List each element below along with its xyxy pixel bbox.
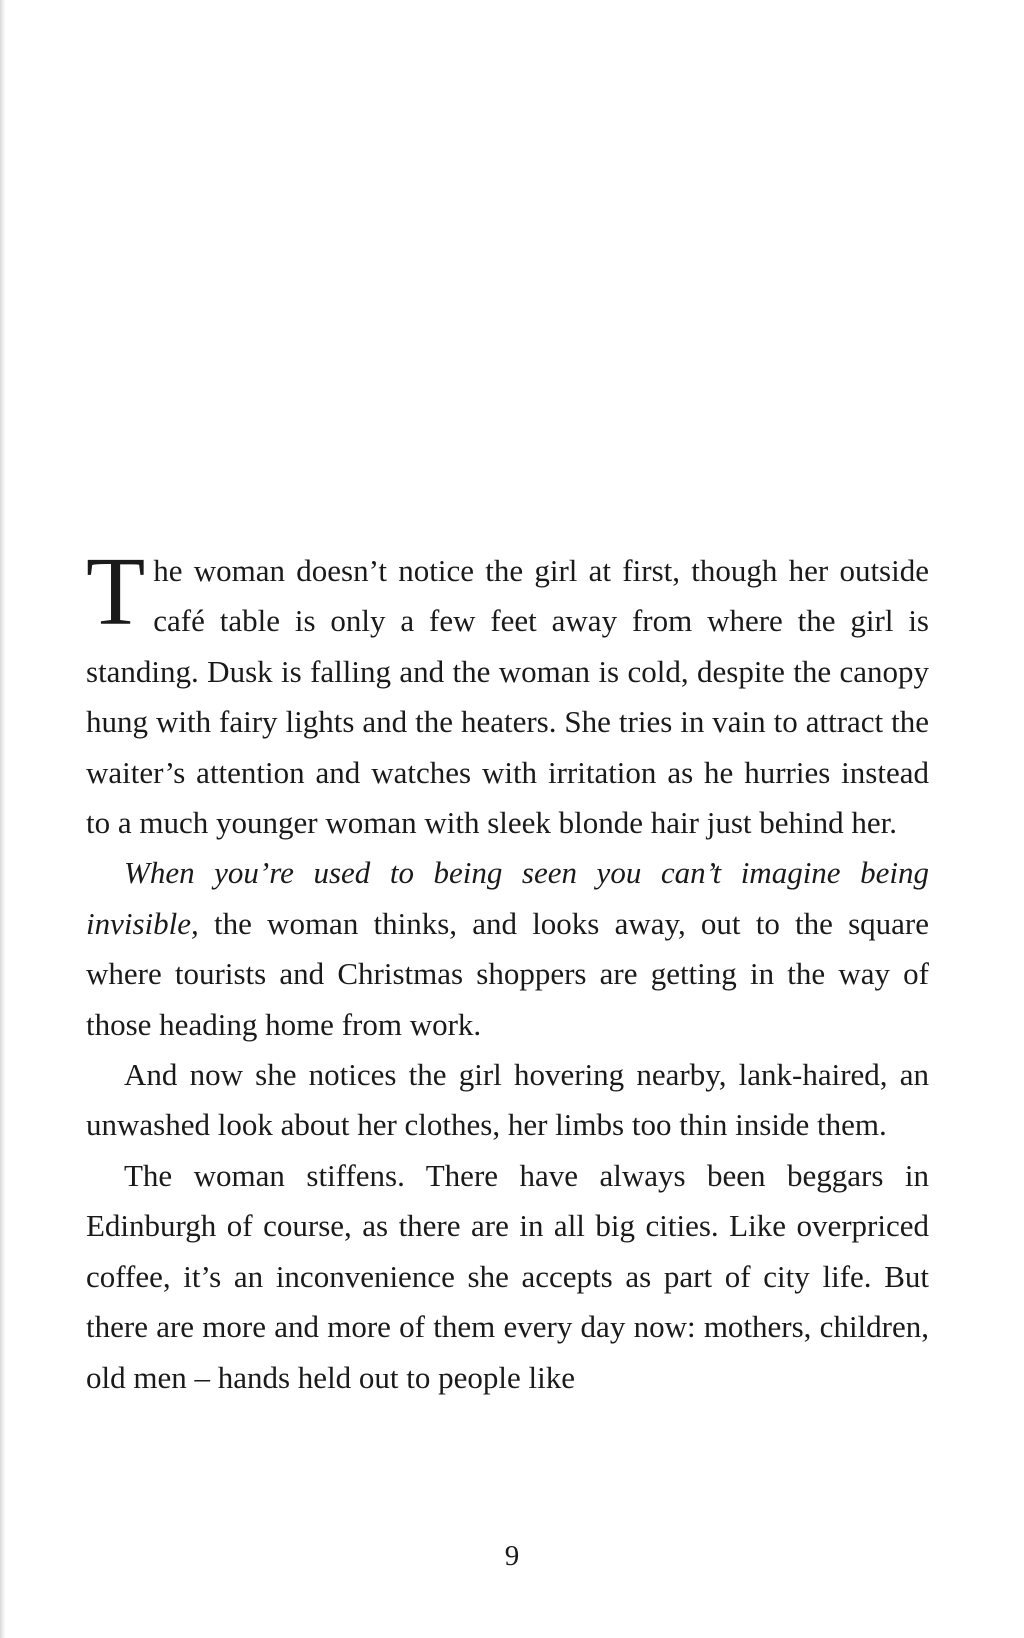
body-text — [86, 538, 929, 1403]
page-edge-shadow — [0, 0, 6, 1638]
paragraph-3: And now she notices the girl hovering nearby, lank-haired, an unwashed look about her clothes, her limbs too thin inside them. — [86, 1057, 929, 1143]
paragraph-4: The woman stiffens. There have always been beggars in Edinburgh of course, as there are in all big cities. Like overpriced coffee, it’s an inconvenience she accepts as part of city life. But there are more and more of them every day now: mothers, children, old men – hands held out to people like — [86, 1157, 929, 1395]
paragraph-1-text: he woman doesn’t notice the girl at first, though her outside café table is only a few feet away from where the girl is standing. Dusk is falling and the woman is cold, despite the canopy hung with fairy lights and the heaters. She tries in vain to attract the waiter’s attention and watches with irritation as he hurries instead to a much younger woman with sleek blonde hair just behind her. — [86, 553, 929, 841]
drop-cap: T — [86, 538, 146, 645]
paragraph-2 — [86, 848, 929, 1050]
paragraph-1 — [86, 538, 929, 848]
paragraph-2-italic: When you’re used to being seen you can’t imagine being invisible, — [86, 855, 929, 941]
page-number: 9 — [504, 1540, 520, 1572]
paragraph-2-text: the woman thinks, and looks away, out to the square where tourists and Christmas shoppers are getting in the way of those heading home from work. — [86, 905, 929, 1042]
